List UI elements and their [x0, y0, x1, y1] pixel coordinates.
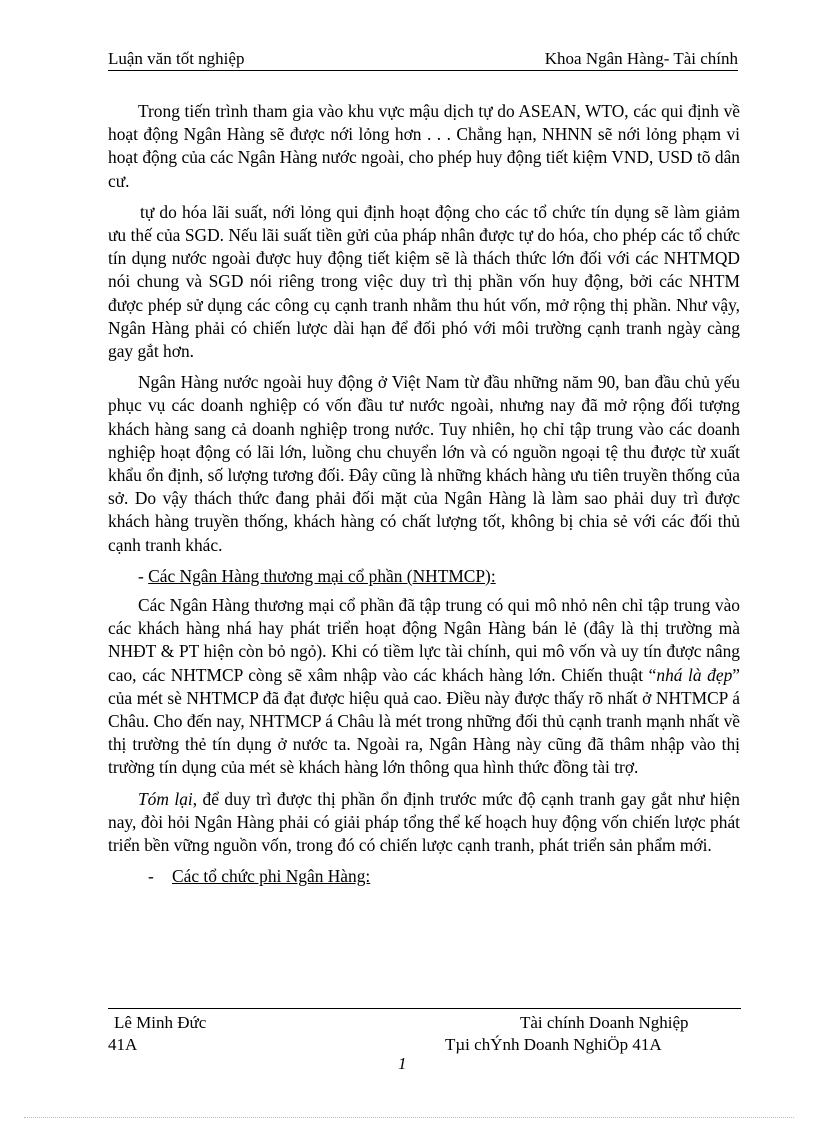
heading-text: Các Ngân Hàng thương mại cổ phần (NHTMCP): [148, 565, 496, 586]
paragraph-4-part-a: Các Ngân Hàng thương mại cổ phần đã tập trung có qui mô nhỏ nên chỉ tập trung vào các khách hàng nhá hay phát triển hoạt động Ngân Hàng bán lẻ (đây là thị trường mà NHĐT & PT hiện còn bỏ ngỏ). Khi có tiềm lực tài chính, qui mô vốn và uy tín được nâng cao, các NHTMCP còng sẽ xâm nhập vào các khách hàng lớn. Chiến thuật “ [108, 595, 740, 685]
footer-divider [108, 1008, 741, 1009]
paragraph-1: Trong tiến trình tham gia vào khu vực mậu dịch tự do ASEAN, WTO, các qui định về hoạt động Ngân Hàng sẽ được nới lỏng hơn . . . Chẳng hạn, NHNN sẽ nới lỏng phạm vi hoạt động của các Ngân Hàng nước ngoài, cho phép huy động tiết kiệm VND, USD tõ dân cư. [108, 101, 740, 191]
paragraph-4-part-b: ” của mét sè NHTMCP đã đạt được hiệu quả cao. Điều này được thấy rõ nhất ở NHTMCP á Châu. Cho đến nay, NHTMCP á Châu là mét trong những đối thủ cạnh tranh mạnh nhất về thị trường thẻ tín dụng ở nước ta. Ngoài ra, Ngân Hàng này cũng đã thâm nhập vào thị trường tín dụng của mét sè khách hàng lớn thông qua hình thức đồng tài trợ. [108, 664, 740, 778]
page-footer [108, 1012, 741, 1056]
page-edge-divider [24, 1117, 794, 1118]
heading-text: Các tổ chức phi Ngân Hàng: [172, 866, 371, 887]
page-header [108, 48, 738, 71]
paragraph-4-italic: nhá là đẹp [656, 664, 733, 685]
section-heading-non-bank [108, 865, 740, 888]
paragraph-5-italic: Tóm lại [138, 788, 193, 809]
footer-department: Tài chính Doanh Nghiệp [520, 1013, 689, 1032]
header-thesis-title: Luận văn tốt nghiệp [108, 49, 245, 68]
paragraph-5 [108, 788, 740, 858]
header-faculty: Khoa Ngân Hàng- Tài chính [544, 49, 738, 68]
page-number: 1 [398, 1054, 407, 1073]
paragraph-2: tự do hóa lãi suất, nới lỏng qui định hoạt động cho các tổ chức tín dụng sẽ làm giảm ưu thế của SGD. Nếu lãi suất tiền gửi của pháp nhân được tự do hóa, cho phép các tổ chức tín dụng nước ngoài được huy động tiết kiệm sẽ là thách thức lớn đối với các NHTMQD nói chung và SGD nói riêng trong việc duy trì thị phần vốn huy động, bởi các NHTM được phép sử dụng các công cụ cạnh tranh nhằm thu hút vốn, mở rộng thị phần. Như vậy, Ngân Hàng phải có chiến lược dài hạn để đối phó với môi trường cạnh tranh ngày càng gay gắt hơn. [108, 201, 740, 362]
paragraph-4 [108, 594, 740, 780]
heading-dash: - [148, 866, 154, 887]
footer-class: 41A [108, 1035, 138, 1054]
footer-department-garbled: Tµi chÝnh Doanh NghiÖp 41A [445, 1035, 662, 1054]
paragraph-3: Ngân Hàng nước ngoài huy động ở Việt Nam từ đầu những năm 90, ban đầu chủ yếu phục vụ các doanh nghiệp có vốn đầu tư nước ngoài, nhưng nay đã mở rộng đối tượng khách hàng sang cả doanh nghiệp trong nước. Tuy nhiên, họ chỉ tập trung vào các doanh nghiệp hoạt động có lãi lớn, luồng chu chuyển lớn và có nguồn ngoại tệ thu được từ xuất khẩu ổn định, số lượng tương đối. Đây cũng là những khách hàng ưu tiên truyền thống của sở. Do vậy thách thức đang phải đối mặt của Ngân Hàng là làm sao phải duy trì được khách hàng truyền thống, khách hàng có chất lượng tốt, không bị chia sẻ với các đối thủ cạnh tranh khác. [108, 372, 740, 555]
heading-dash: - [138, 565, 149, 586]
paragraph-5-text: , để duy trì được thị phần ổn định trước mức độ cạnh tranh gay gắt như hiện nay, đòi hỏi Ngân Hàng phải có giải pháp tổng thể kế hoạch huy động vốn chiến lược phát triển bền vững nguồn vốn, trong đó có chiến lược cạnh tranh, phát triển sản phẩm mới. [108, 788, 740, 856]
footer-author: Lê Minh Đức [114, 1013, 207, 1032]
section-heading-nhtmcp [108, 565, 740, 588]
document-body [108, 100, 740, 889]
